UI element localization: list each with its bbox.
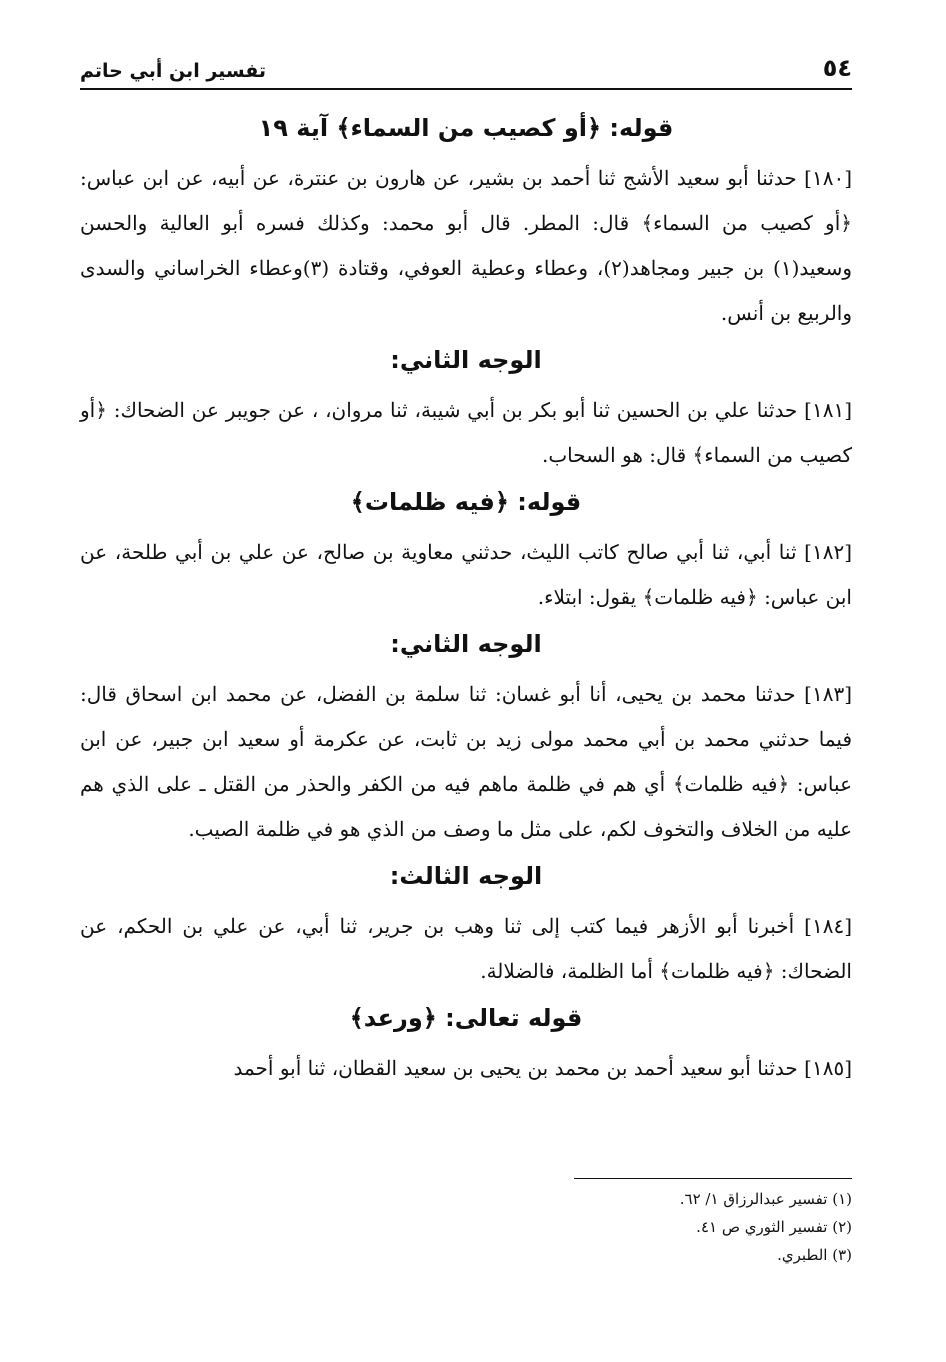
hadith-paragraph: [١٨٠] حدثنا أبو سعيد الأشج ثنا أحمد بن بشير، عن هارون بن عنترة، عن أبيه، عن ابن عباس: ﴿أو كصيب من السماء﴾ قال: المطر. قال أبو محمد: وكذلك فسره أبو العالية والحسن وسعيد(١) بن جبير ومجاهد(٢)، وعطاء وعطية العوفي، وقتادة (٣)وعطاء الخراساني والسدى والربيع بن أنس. <box>80 166 852 325</box>
section-heading: الوجه الثاني: <box>390 346 542 374</box>
page-body <box>80 104 852 1091</box>
footnote: (٢) تفسير الثوري ص ٤١. <box>696 1218 852 1236</box>
hadith-paragraph: [١٨٣] حدثنا محمد بن يحيى، أنا أبو غسان: ثنا سلمة بن الفضل، عن محمد ابن اسحاق قال: فيما حدثني محمد بن أبي محمد مولى زيد بن ثابت، عن عكرمة أو سعيد ابن جبير، عن ابن عباس: ﴿فيه ظلمات﴾ أي هم في ظلمة ماهم فيه من الكفر والحذر من القتل ـ على الذي هم عليه من الخلاف والتخوف لكم، على مثل ما وصف من الذي هو في ظلمة الصيب. <box>80 682 852 841</box>
book-title: تفسير ابن أبي حاتم <box>80 60 267 82</box>
footnote-divider <box>574 1178 852 1179</box>
hadith-paragraph: [١٨٤] أخبرنا أبو الأزهر فيما كتب إلى ثنا وهب بن جرير، ثنا أبي، عن علي بن الحكم، عن الضحاك: ﴿فيه ظلمات﴾ أما الظلمة، فالضلالة. <box>80 914 852 983</box>
page-number: ٥٤ <box>822 54 852 82</box>
footnote: (١) تفسير عبدالرزاق ١/ ٦٢. <box>679 1190 852 1208</box>
footnote: (٣) الطبري. <box>777 1246 852 1264</box>
section-heading: قوله: ﴿فيه ظلمات﴾ <box>350 488 582 516</box>
hadith-paragraph: [١٨١] حدثنا علي بن الحسين ثنا أبو بكر بن أبي شيبة، ثنا مروان، ، عن جويبر عن الضحاك: ﴿أو كصيب من السماء﴾ قال: هو السحاب. <box>80 398 852 467</box>
page-header <box>80 38 852 90</box>
hadith-paragraph: [١٨٢] ثنا أبي، ثنا أبي صالح كاتب الليث، حدثني معاوية بن صالح، عن علي بن أبي طلحة، عن ابن عباس: ﴿فيه ظلمات﴾ يقول: ابتلاء. <box>80 540 852 609</box>
hadith-paragraph: [١٨٥] حدثنا أبو سعيد أحمد بن محمد بن يحيى بن سعيد القطان، ثنا أبو أحمد <box>233 1056 852 1080</box>
section-heading: الوجه الثالث: <box>389 862 543 890</box>
section-heading: قوله: ﴿أو كصيب من السماء﴾ آية ١٩ <box>258 114 674 142</box>
section-heading: الوجه الثاني: <box>390 630 542 658</box>
section-heading: قوله تعالى: ﴿ورعد﴾ <box>349 1004 583 1032</box>
footnotes <box>80 1178 852 1269</box>
